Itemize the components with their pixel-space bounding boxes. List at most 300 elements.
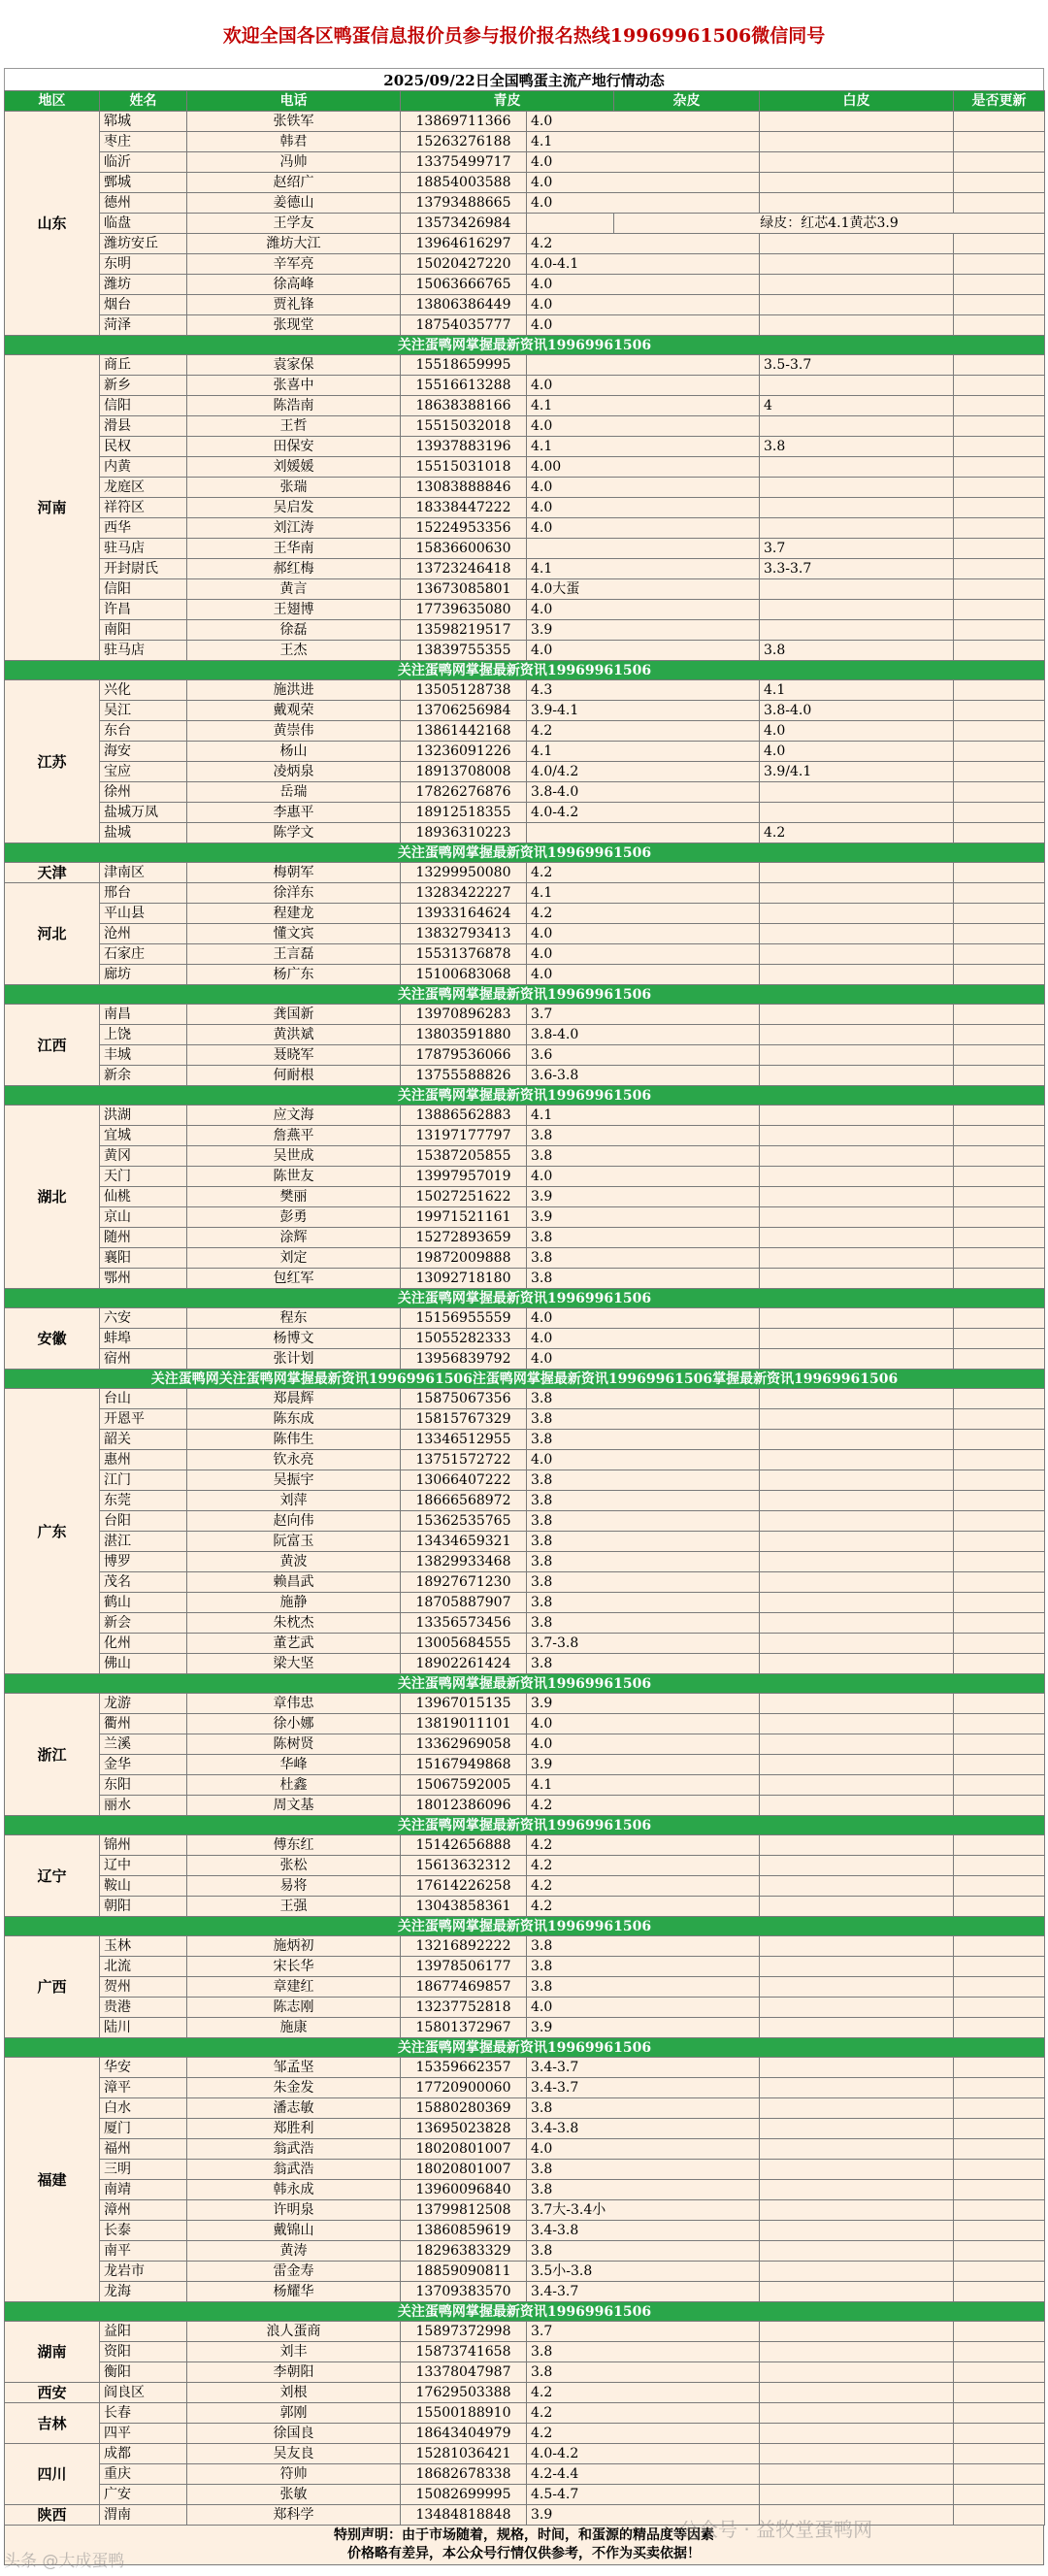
col-white-shell: 白皮	[760, 91, 954, 112]
phone-cell: 13237752818	[401, 1998, 527, 2018]
city-cell: 新会	[100, 1613, 187, 1634]
green-shell-price: 4.0-4.1	[527, 254, 760, 275]
contact-name-cell: 郭刚	[187, 2403, 401, 2424]
phone-cell: 18705887907	[401, 1593, 527, 1613]
mixed-shell-price: 3.8-4.0	[760, 701, 954, 721]
white-shell-price	[954, 2383, 1045, 2403]
contact-name-cell: 黄洪斌	[187, 1025, 401, 1045]
mixed-shell-price: 4	[760, 396, 954, 416]
white-shell-price	[954, 1998, 1045, 2018]
phone-cell: 13706256984	[401, 701, 527, 721]
mixed-shell-price	[760, 1593, 954, 1613]
mixed-shell-price	[760, 2403, 954, 2424]
green-shell-price: 4.2	[527, 863, 760, 883]
table-row	[5, 1025, 1045, 1045]
phone-cell: 13723246418	[401, 559, 527, 579]
white-shell-price	[954, 1714, 1045, 1734]
mixed-shell-price: 4.0	[760, 721, 954, 742]
contact-name-cell: 宋长华	[187, 1957, 401, 1977]
table-row	[5, 1755, 1045, 1775]
white-shell-price	[954, 1775, 1045, 1796]
white-shell-price	[954, 2078, 1045, 2098]
green-shell-price: 4.0	[527, 1308, 760, 1329]
green-shell-price: 3.8	[527, 2160, 760, 2180]
city-cell: 惠州	[100, 1450, 187, 1470]
contact-name-cell: 韩君	[187, 132, 401, 152]
white-shell-price	[954, 1430, 1045, 1450]
phone-cell: 15801372967	[401, 2018, 527, 2038]
table-row	[5, 2505, 1045, 2526]
table-row	[5, 2018, 1045, 2038]
white-shell-price	[954, 742, 1045, 762]
city-cell: 烟台	[100, 295, 187, 315]
city-cell: 白水	[100, 2098, 187, 2119]
white-shell-price	[954, 1835, 1045, 1856]
contact-name-cell: 程东	[187, 1308, 401, 1329]
banner: 欢迎全国各区鸭蛋信息报价员参与报价报名热线19969961506微信同号	[222, 24, 826, 47]
city-cell: 重庆	[100, 2464, 187, 2485]
phone-cell: 13709383570	[401, 2282, 527, 2302]
notice-row	[5, 1674, 1045, 1694]
city-cell: 驻马店	[100, 539, 187, 559]
phone-cell: 13751572722	[401, 1450, 527, 1470]
mixed-shell-price	[760, 173, 954, 193]
mixed-shell-price	[760, 1470, 954, 1491]
mixed-shell-price	[760, 782, 954, 803]
mixed-shell-price	[760, 1552, 954, 1572]
city-cell: 新余	[100, 1066, 187, 1086]
green-shell-price: 3.4-3.7	[527, 2058, 760, 2078]
white-shell-price	[954, 112, 1045, 132]
green-shell-price: 3.4-3.8	[527, 2221, 760, 2241]
phone-cell: 15063666765	[401, 275, 527, 295]
city-cell: 吴江	[100, 701, 187, 721]
green-shell-price: 3.8	[527, 2342, 760, 2362]
contact-name-cell: 郝红梅	[187, 559, 401, 579]
table-row	[5, 478, 1045, 498]
disclaimer	[4, 2526, 1044, 2565]
green-shell-price: 3.8	[527, 1572, 760, 1593]
table-row	[5, 2383, 1045, 2403]
table-row	[5, 193, 1045, 214]
mixed-shell-price	[760, 193, 954, 214]
white-shell-price	[954, 2282, 1045, 2302]
white-shell-price	[954, 2098, 1045, 2119]
white-shell-price	[954, 275, 1045, 295]
white-shell-price	[954, 1187, 1045, 1207]
mixed-shell-price	[760, 2241, 954, 2262]
phone-cell: 13598219517	[401, 620, 527, 641]
mixed-shell-price	[760, 1269, 954, 1289]
green-shell-price: 4.0	[527, 1714, 760, 1734]
region-cell: 山东	[5, 112, 100, 336]
table-row	[5, 1470, 1045, 1491]
green-shell-price: 3.8	[527, 1977, 760, 1998]
green-shell-price: 4.0	[527, 924, 760, 944]
mixed-shell-price	[760, 518, 954, 539]
table-row	[5, 2342, 1045, 2362]
green-shell-price: 4.2	[527, 1796, 760, 1816]
white-shell-price	[954, 1654, 1045, 1674]
table-row	[5, 214, 1045, 234]
green-shell-price: 3.5小-3.8	[527, 2262, 760, 2282]
notice-row	[5, 1086, 1045, 1106]
green-shell-price: 4.0	[527, 641, 760, 661]
phone-cell: 13960096840	[401, 2180, 527, 2200]
mixed-shell-price	[760, 1187, 954, 1207]
mixed-shell-price	[760, 1207, 954, 1228]
green-shell-price: 4.0	[527, 1450, 760, 1470]
white-shell-price	[954, 1228, 1045, 1248]
mixed-shell-price	[760, 152, 954, 173]
city-cell: 阎良区	[100, 2383, 187, 2403]
table-row	[5, 883, 1045, 904]
mixed-shell-price	[760, 416, 954, 437]
contact-name-cell: 徐高峰	[187, 275, 401, 295]
green-shell-price: 4.0	[527, 295, 760, 315]
phone-cell: 18012386096	[401, 1796, 527, 1816]
white-shell-price	[954, 2464, 1045, 2485]
phone-cell: 13434659321	[401, 1532, 527, 1552]
table-row	[5, 1856, 1045, 1876]
mixed-shell-price	[760, 2098, 954, 2119]
mixed-shell-price	[760, 1532, 954, 1552]
table-row	[5, 1005, 1045, 1025]
contact-name-cell: 阮富玉	[187, 1532, 401, 1552]
green-shell-price: 3.8	[527, 2098, 760, 2119]
city-cell: 成都	[100, 2444, 187, 2464]
region-cell: 天津	[5, 863, 100, 883]
white-shell-price	[954, 234, 1045, 254]
contact-name-cell: 翁武浩	[187, 2160, 401, 2180]
white-shell-price	[954, 721, 1045, 742]
contact-name-cell: 易将	[187, 1876, 401, 1897]
phone-cell: 15836600630	[401, 539, 527, 559]
region-cell: 广西	[5, 1936, 100, 2038]
mixed-shell-price	[760, 1856, 954, 1876]
city-cell: 菏泽	[100, 315, 187, 336]
mixed-shell-price	[760, 295, 954, 315]
city-cell: 丰城	[100, 1045, 187, 1066]
white-shell-price	[954, 559, 1045, 579]
col-name: 姓名	[100, 91, 187, 112]
white-shell-price	[954, 1572, 1045, 1593]
city-cell: 辽中	[100, 1856, 187, 1876]
mixed-shell-price	[760, 2282, 954, 2302]
city-cell: 台阳	[100, 1511, 187, 1532]
table-row	[5, 457, 1045, 478]
phone-cell: 15020427220	[401, 254, 527, 275]
table-row	[5, 1634, 1045, 1654]
table-row	[5, 1897, 1045, 1917]
mixed-shell-price: 4.2	[760, 823, 954, 843]
phone-cell: 13505128738	[401, 680, 527, 701]
contact-name-cell: 王言磊	[187, 944, 401, 965]
table-row	[5, 2424, 1045, 2444]
contact-name-cell: 王强	[187, 1897, 401, 1917]
contact-name-cell: 张铁军	[187, 112, 401, 132]
city-cell: 茂名	[100, 1572, 187, 1593]
mixed-shell-price	[760, 2221, 954, 2241]
mixed-shell-price: 4.0	[760, 742, 954, 762]
mixed-shell-price: 3.3-3.7	[760, 559, 954, 579]
city-cell: 厦门	[100, 2119, 187, 2139]
contact-name-cell: 樊丽	[187, 1187, 401, 1207]
region-cell: 辽宁	[5, 1835, 100, 1917]
phone-cell: 18682678338	[401, 2464, 527, 2485]
city-cell: 内黄	[100, 457, 187, 478]
mixed-shell-price	[760, 254, 954, 275]
contact-name-cell: 黄涛	[187, 2241, 401, 2262]
phone-cell: 13043858361	[401, 1897, 527, 1917]
green-shell-price: 3.8	[527, 1228, 760, 1248]
white-shell-price	[954, 173, 1045, 193]
phone-cell: 13484818848	[401, 2505, 527, 2526]
region-cell: 广东	[5, 1389, 100, 1674]
phone-cell: 13970896283	[401, 1005, 527, 1025]
phone-cell: 18296383329	[401, 2241, 527, 2262]
green-shell-price: 4.0	[527, 112, 760, 132]
phone-cell: 13937883196	[401, 437, 527, 457]
contact-name-cell: 陈浩南	[187, 396, 401, 416]
phone-cell: 15263276188	[401, 132, 527, 152]
contact-name-cell: 徐小娜	[187, 1714, 401, 1734]
contact-name-cell: 田保安	[187, 437, 401, 457]
notice-row	[5, 843, 1045, 863]
green-shell-price: 4.2	[527, 721, 760, 742]
table-row	[5, 641, 1045, 661]
phone-cell: 13799812508	[401, 2200, 527, 2221]
white-shell-price	[954, 701, 1045, 721]
city-cell: 漳州	[100, 2200, 187, 2221]
green-shell-price: 3.8	[527, 1146, 760, 1167]
green-shell-price: 4.1	[527, 559, 760, 579]
white-shell-price	[954, 1126, 1045, 1146]
green-shell-price: 3.8	[527, 1126, 760, 1146]
green-shell-price: 4.0	[527, 416, 760, 437]
city-cell: 六安	[100, 1308, 187, 1329]
phone-cell: 17826276876	[401, 782, 527, 803]
mixed-shell-price	[760, 904, 954, 924]
mixed-shell-price	[760, 1572, 954, 1593]
region-cell: 陕西	[5, 2505, 100, 2526]
green-shell-price: 4.1	[527, 396, 760, 416]
green-shell-price: 4.0-4.2	[527, 2444, 760, 2464]
table-row	[5, 2098, 1045, 2119]
mixed-shell-price	[760, 1045, 954, 1066]
green-shell-price: 4.2	[527, 1897, 760, 1917]
phone-cell: 13793488665	[401, 193, 527, 214]
contact-name-cell: 袁家保	[187, 355, 401, 376]
white-shell-price	[954, 1876, 1045, 1897]
city-cell: 益阳	[100, 2322, 187, 2342]
phone-cell: 13978506177	[401, 1957, 527, 1977]
phone-cell: 13997957019	[401, 1167, 527, 1187]
watermark-corner: 头条 @大成蛋鸭	[4, 2552, 125, 2571]
city-cell: 信阳	[100, 579, 187, 600]
city-cell: 南昌	[100, 1005, 187, 1025]
mixed-shell-price	[760, 1491, 954, 1511]
white-shell-price	[954, 2119, 1045, 2139]
table-row	[5, 518, 1045, 539]
white-shell-price	[954, 1796, 1045, 1816]
phone-cell: 13236091226	[401, 742, 527, 762]
mixed-shell-price	[760, 1998, 954, 2018]
green-shell-price	[527, 539, 760, 559]
table-row	[5, 396, 1045, 416]
table-row	[5, 2200, 1045, 2221]
city-cell: 洪湖	[100, 1106, 187, 1126]
table-row	[5, 559, 1045, 579]
city-cell: 龙海	[100, 2282, 187, 2302]
phone-cell: 17614226258	[401, 1876, 527, 1897]
phone-cell: 13673085801	[401, 579, 527, 600]
white-shell-price	[954, 1957, 1045, 1977]
green-shell-price: 3.8	[527, 1532, 760, 1552]
mixed-shell-price	[760, 1734, 954, 1755]
mixed-shell-price: 4.1	[760, 680, 954, 701]
city-cell: 许昌	[100, 600, 187, 620]
white-shell-price	[954, 1734, 1045, 1755]
table-row	[5, 742, 1045, 762]
table-row	[5, 1269, 1045, 1289]
table-row	[5, 803, 1045, 823]
city-cell: 台山	[100, 1389, 187, 1409]
green-shell-price: 3.8	[527, 1491, 760, 1511]
phone-cell: 15500188910	[401, 2403, 527, 2424]
mixed-shell-price	[760, 965, 954, 985]
phone-cell: 19971521161	[401, 1207, 527, 1228]
green-shell-price: 4.0	[527, 376, 760, 396]
contact-name-cell: 辛军亮	[187, 254, 401, 275]
green-shell-price: 4.0	[527, 1734, 760, 1755]
white-shell-price	[954, 2018, 1045, 2038]
phone-cell: 13956839792	[401, 1349, 527, 1370]
mixed-shell-price	[760, 1876, 954, 1897]
mixed-shell-price	[760, 1897, 954, 1917]
table-row	[5, 1389, 1045, 1409]
city-cell: 潍坊	[100, 275, 187, 295]
contact-name-cell: 岳瑞	[187, 782, 401, 803]
white-shell-price	[954, 193, 1045, 214]
mixed-shell-price	[760, 2119, 954, 2139]
contact-name-cell: 姜德山	[187, 193, 401, 214]
white-shell-price	[954, 1552, 1045, 1572]
white-shell-price	[954, 1897, 1045, 1917]
mixed-shell-price	[760, 2383, 954, 2403]
table-row	[5, 112, 1045, 132]
contact-name-cell: 韩永成	[187, 2180, 401, 2200]
contact-name-cell: 张现堂	[187, 315, 401, 336]
contact-name-cell: 黄言	[187, 579, 401, 600]
phone-cell: 15272893659	[401, 1228, 527, 1248]
col-phone: 电话	[187, 91, 401, 112]
white-shell-price	[954, 1045, 1045, 1066]
city-cell: 仙桃	[100, 1187, 187, 1207]
white-shell-price	[954, 1634, 1045, 1654]
city-cell: 湛江	[100, 1532, 187, 1552]
phone-cell: 15875067356	[401, 1389, 527, 1409]
white-shell-price	[954, 1106, 1045, 1126]
phone-cell: 13573426984	[401, 214, 527, 234]
contact-name-cell: 郑科学	[187, 2505, 401, 2526]
region-cell: 吉林	[5, 2403, 100, 2444]
contact-name-cell: 杨广东	[187, 965, 401, 985]
phone-cell: 18936310223	[401, 823, 527, 843]
table-row	[5, 152, 1045, 173]
white-shell-price	[954, 539, 1045, 559]
mixed-shell-price	[760, 944, 954, 965]
table-row	[5, 1349, 1045, 1370]
contact-name-cell: 刘萍	[187, 1491, 401, 1511]
mixed-shell-price	[760, 315, 954, 336]
phone-cell: 15515032018	[401, 416, 527, 437]
mixed-shell-price	[760, 2200, 954, 2221]
contact-name-cell: 赵绍广	[187, 173, 401, 193]
table-row	[5, 1572, 1045, 1593]
table-body	[5, 112, 1045, 2526]
table-row	[5, 315, 1045, 336]
phone-cell: 17720900060	[401, 2078, 527, 2098]
green-shell-price: 4.0	[527, 518, 760, 539]
mixed-shell-price	[760, 1957, 954, 1977]
city-cell: 华安	[100, 2058, 187, 2078]
green-shell-price: 4.2	[527, 2383, 760, 2403]
mixed-shell-price	[760, 2444, 954, 2464]
green-shell-price: 3.8	[527, 1511, 760, 1532]
white-shell-price	[954, 1936, 1045, 1957]
mixed-shell-price	[760, 1167, 954, 1187]
white-shell-price	[954, 315, 1045, 336]
contact-name-cell: 赵向伟	[187, 1511, 401, 1532]
notice-row	[5, 2038, 1045, 2058]
city-cell: 渭南	[100, 2505, 187, 2526]
phone-cell: 15142656888	[401, 1835, 527, 1856]
green-shell-price: 3.8	[527, 1389, 760, 1409]
green-shell-price: 4.0大蛋	[527, 579, 760, 600]
white-shell-price	[954, 2180, 1045, 2200]
phone-cell: 15897372998	[401, 2322, 527, 2342]
white-shell-price	[954, 498, 1045, 518]
notice-row	[5, 1289, 1045, 1308]
green-shell-price: 4.5-4.7	[527, 2485, 760, 2505]
city-cell: 临盘	[100, 214, 187, 234]
city-cell: 黄冈	[100, 1146, 187, 1167]
table-row	[5, 275, 1045, 295]
white-shell-price	[954, 396, 1045, 416]
region-cell: 湖北	[5, 1106, 100, 1289]
green-shell-price: 3.9	[527, 1187, 760, 1207]
city-cell: 南平	[100, 2241, 187, 2262]
white-shell-price	[954, 2241, 1045, 2262]
white-shell-price	[954, 965, 1045, 985]
contact-name-cell: 章建红	[187, 1977, 401, 1998]
phone-cell: 15055282333	[401, 1329, 527, 1349]
white-shell-price	[954, 1025, 1045, 1045]
city-cell: 新乡	[100, 376, 187, 396]
mixed-shell-price	[760, 1430, 954, 1450]
contact-name-cell: 冯帅	[187, 152, 401, 173]
table-row	[5, 376, 1045, 396]
city-cell: 长春	[100, 2403, 187, 2424]
phone-cell: 15082699995	[401, 2485, 527, 2505]
mixed-shell-price: 3.5-3.7	[760, 355, 954, 376]
phone-cell: 15100683068	[401, 965, 527, 985]
table-row	[5, 1654, 1045, 1674]
green-shell-price: 4.1	[527, 437, 760, 457]
city-cell: 兴化	[100, 680, 187, 701]
city-cell: 襄阳	[100, 1248, 187, 1269]
